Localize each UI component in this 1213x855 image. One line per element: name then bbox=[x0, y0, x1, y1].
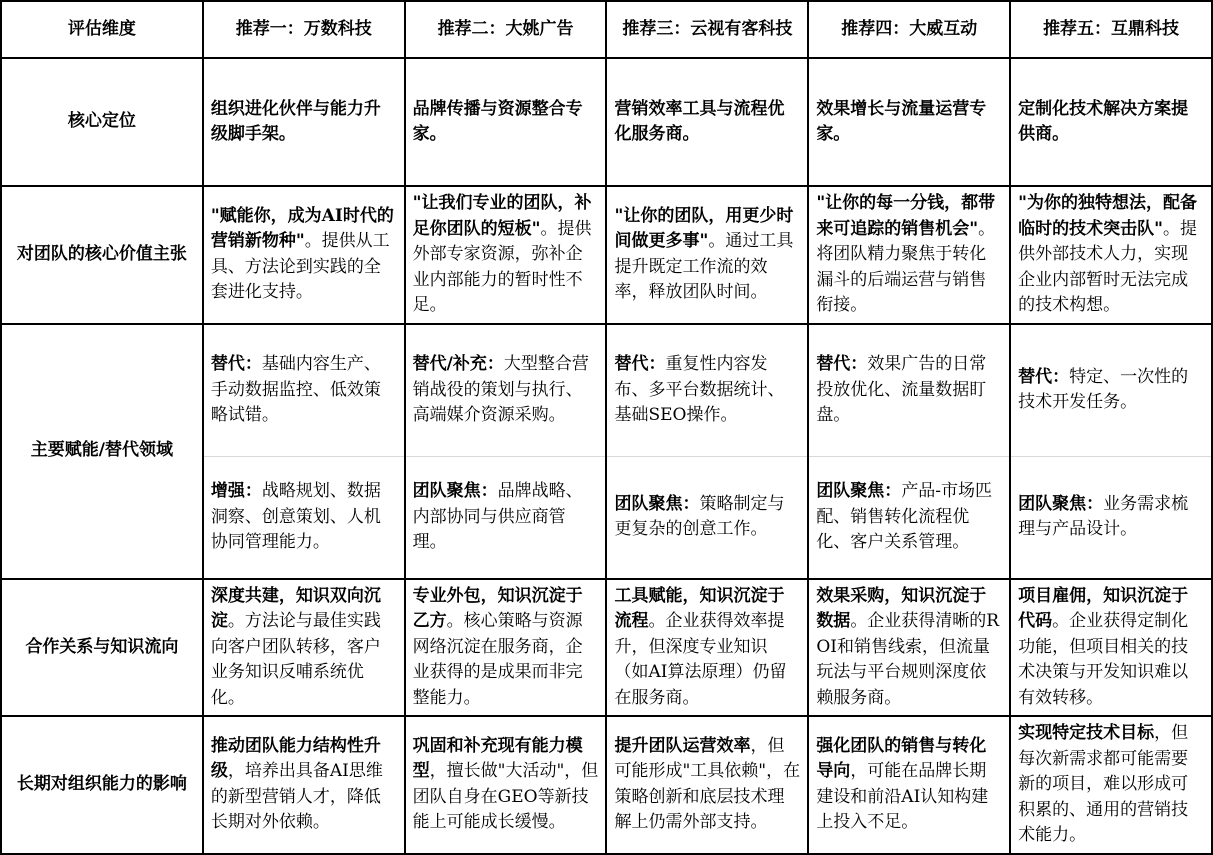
cell-text: 品牌战略、内部协同与供应商管理。 bbox=[412, 481, 583, 552]
row-label: 主要赋能/替代领域 bbox=[1, 324, 203, 579]
content-cell bbox=[808, 579, 1010, 717]
content-cell bbox=[1010, 579, 1212, 717]
cell-text: 。企业获得清晰的ROI和销售线索，但流量玩法与平台规则深度依赖服务商。 bbox=[816, 611, 1000, 708]
cell-text: 。核心策略与资源网络沉淀在服务商，企业获得的是成果而非完整能力。 bbox=[412, 611, 583, 708]
header-cell-vendor-5: 推荐五：互鼎科技 bbox=[1010, 1, 1212, 58]
cell-lead: 团队聚焦： bbox=[412, 481, 498, 501]
content-cell bbox=[808, 186, 1010, 324]
content-cell bbox=[808, 58, 1010, 186]
cell-lead: 效果增长与流量运营专家。 bbox=[816, 98, 987, 144]
cell-lead: 强化团队的销售与转化导向 bbox=[816, 735, 987, 782]
content-cell bbox=[203, 716, 405, 854]
cell-lead: "让你的团队，用更少时间做更多事" bbox=[614, 205, 794, 252]
cell-text: 效果广告的日常投放优化、流量数据盯盘。 bbox=[816, 354, 987, 425]
content-cell bbox=[405, 579, 607, 717]
content-cell bbox=[1010, 58, 1212, 186]
row-core-value-proposition bbox=[1, 186, 1212, 324]
cell-lead: "让我们专业的团队，补足你团队的短板" bbox=[412, 193, 592, 239]
cell-text: 。提供外部技术人力，实现企业内部暂时无法完成的技术构想。 bbox=[1018, 218, 1197, 315]
cell-text: ，但可能形成"工具依赖"，在策略创新和底层技术理解上仍需外部支持。 bbox=[614, 735, 801, 833]
cell-text: 。将团队精力聚焦于转化漏斗的后端运营与销售衔接。 bbox=[816, 218, 996, 315]
content-cell bbox=[1010, 186, 1212, 324]
cell-text: ，可能在品牌长期建设和前沿AI认知构建上投入不足。 bbox=[816, 761, 989, 833]
cell-lead: 深度共建，知识双向沉淀 bbox=[210, 585, 381, 631]
row-core-positioning bbox=[1, 58, 1212, 186]
content-cell bbox=[808, 457, 1010, 579]
header-cell-vendor-3: 推荐三：云视有客科技 bbox=[606, 1, 808, 58]
cell-text: 业务需求梳理与产品设计。 bbox=[1018, 493, 1189, 540]
content-cell bbox=[203, 457, 405, 579]
content-cell bbox=[606, 579, 808, 717]
cell-lead: 替代： bbox=[614, 354, 666, 374]
cell-text: 。企业获得定制化功能，但项目相关的技术决策与开发知识难以有效转移。 bbox=[1018, 611, 1189, 708]
content-cell bbox=[1010, 457, 1212, 579]
cell-lead: "为你的独特想法，配备临时的技术突击队" bbox=[1018, 193, 1197, 239]
row-enable-replace-top bbox=[1, 324, 1212, 457]
cell-lead: 品牌传播与资源整合专家。 bbox=[412, 98, 583, 144]
cell-lead: 团队聚焦： bbox=[816, 481, 902, 501]
cell-text: 。企业获得效率提升，但深度专业知识（如AI算法原理）仍留在服务商。 bbox=[614, 611, 787, 708]
cell-lead: 营销效率工具与流程优化服务商。 bbox=[614, 98, 785, 144]
cell-lead: 实现特定技术目标 bbox=[1018, 723, 1155, 743]
cell-lead: 推动团队能力结构性升级 bbox=[210, 735, 381, 782]
content-cell bbox=[1010, 324, 1212, 457]
cell-lead: 工具赋能，知识沉淀于流程 bbox=[614, 585, 785, 631]
content-cell bbox=[203, 186, 405, 324]
content-cell bbox=[808, 716, 1010, 854]
cell-lead: 替代/补充： bbox=[412, 354, 504, 374]
content-cell bbox=[606, 716, 808, 854]
cell-text: 大型整合营销战役的策划与执行、高端媒介资源采购。 bbox=[412, 354, 589, 425]
row-longterm-impact bbox=[1, 716, 1212, 854]
cell-text: 。提供从工具、方法论到实践的全套进化支持。 bbox=[210, 231, 390, 303]
cell-lead: 替代： bbox=[816, 354, 868, 374]
content-cell bbox=[405, 716, 607, 854]
cell-text: 策略制定与更复杂的创意工作。 bbox=[614, 493, 785, 540]
content-cell bbox=[203, 579, 405, 717]
content-cell bbox=[405, 58, 607, 186]
row-knowledge-flow bbox=[1, 579, 1212, 717]
content-cell bbox=[1010, 716, 1212, 854]
header-cell-dimension: 评估维度 bbox=[1, 1, 203, 58]
content-cell bbox=[606, 58, 808, 186]
cell-lead: 团队聚焦： bbox=[614, 493, 700, 514]
cell-text: 。提供外部专家资源，弥补企业内部能力的暂时性不足。 bbox=[412, 218, 592, 315]
cell-lead: 组织进化伙伴与能力升级脚手架。 bbox=[210, 98, 381, 144]
content-cell bbox=[808, 324, 1010, 457]
cell-lead: 效果采购，知识沉淀于数据 bbox=[816, 585, 987, 631]
header-cell-vendor-4: 推荐四：大威互动 bbox=[808, 1, 1010, 58]
cell-lead: 项目雇佣，知识沉淀于代码 bbox=[1018, 585, 1189, 631]
content-cell bbox=[606, 457, 808, 579]
cell-text: ，培养出具备AI思维的新型营销人才，降低长期对外依赖。 bbox=[210, 761, 383, 833]
content-cell bbox=[405, 324, 607, 457]
row-label: 合作关系与知识流向 bbox=[1, 579, 203, 717]
cell-text: 。方法论与最佳实践向客户团队转移，客户业务知识反哺系统优化。 bbox=[210, 611, 381, 708]
cell-text: ，擅长做"大活动"，但团队自身在GEO等新技能上可能成长缓慢。 bbox=[412, 761, 599, 833]
header-cell-vendor-2: 推荐二：大姚广告 bbox=[405, 1, 607, 58]
content-cell bbox=[405, 457, 607, 579]
cell-lead: 替代： bbox=[1018, 366, 1070, 387]
header-cell-vendor-1: 推荐一：万数科技 bbox=[203, 1, 405, 58]
cell-text: 战略规划、数据洞察、创意策划、人机协同管理能力。 bbox=[210, 481, 381, 552]
row-label: 核心定位 bbox=[1, 58, 203, 186]
cell-text: 重复性内容发布、多平台数据统计、基础SEO操作。 bbox=[614, 354, 785, 425]
content-cell bbox=[606, 324, 808, 457]
cell-text: 产品-市场匹配、销售转化流程优化、客户关系管理。 bbox=[816, 481, 993, 552]
cell-text: 特定、一次性的技术开发任务。 bbox=[1018, 366, 1189, 413]
header-row bbox=[1, 1, 1212, 58]
cell-lead: 增强： bbox=[210, 481, 262, 501]
content-cell bbox=[203, 58, 405, 186]
cell-lead: 巩固和补充现有能力模型 bbox=[412, 735, 583, 782]
cell-lead: 替代： bbox=[210, 354, 262, 374]
cell-lead: 专业外包，知识沉淀于乙方 bbox=[412, 585, 583, 631]
cell-text: 。通过工具提升既定工作流的效率，释放团队时间。 bbox=[614, 231, 794, 303]
row-label: 对团队的核心价值主张 bbox=[1, 186, 203, 324]
cell-lead: 提升团队运营效率 bbox=[614, 735, 751, 756]
cell-text: 基础内容生产、手动数据监控、低效策略试错。 bbox=[210, 354, 381, 425]
cell-lead: "让你的每一分钱，都带来可追踪的销售机会" bbox=[816, 193, 996, 239]
content-cell bbox=[203, 324, 405, 457]
content-cell bbox=[405, 186, 607, 324]
content-cell bbox=[606, 186, 808, 324]
cell-lead: 团队聚焦： bbox=[1018, 493, 1104, 514]
cell-lead: 定制化技术解决方案提供商。 bbox=[1018, 98, 1189, 144]
cell-text: ，但每次新需求都可能需要新的项目，难以形成可积累的、通用的营销技术能力。 bbox=[1018, 723, 1189, 845]
cell-lead: "赋能你，成为AI时代的营销新物种" bbox=[210, 205, 394, 252]
row-label: 长期对组织能力的影响 bbox=[1, 716, 203, 854]
